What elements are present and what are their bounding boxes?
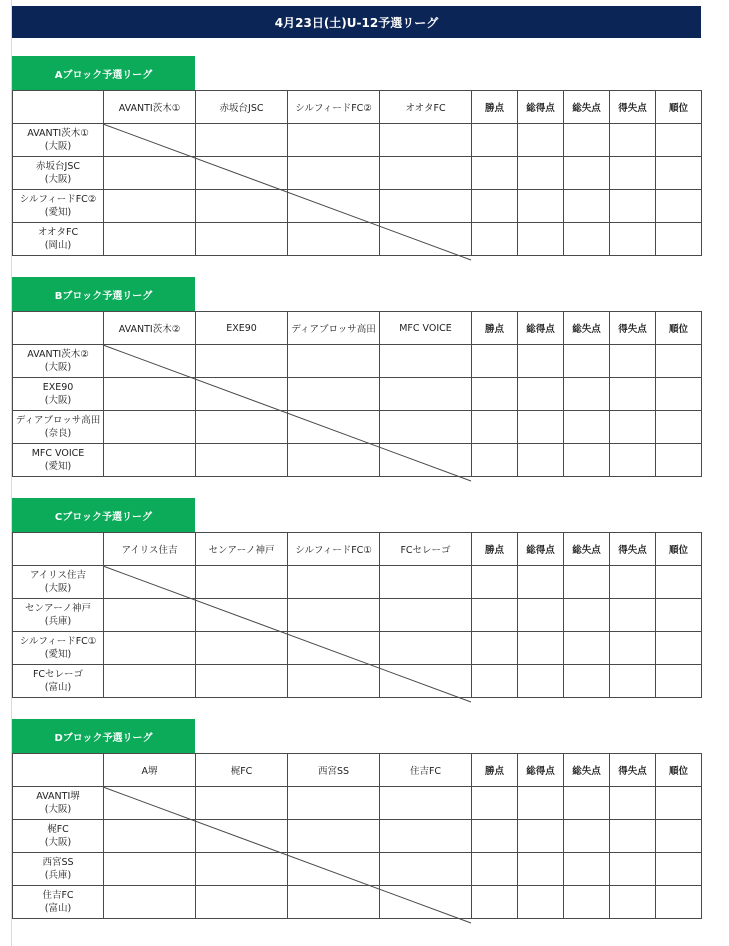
stat-cell [472, 665, 518, 698]
result-cell [196, 411, 288, 444]
team-name: シルフィードFC② [19, 194, 97, 205]
opponent-header: ディアブロッサ高田 [288, 312, 380, 345]
result-cell [104, 886, 196, 919]
stat-cell [656, 190, 702, 223]
team-cell [13, 378, 104, 411]
result-cell [288, 787, 380, 820]
team-cell [13, 124, 104, 157]
stat-cell [610, 853, 656, 886]
team-cell [13, 157, 104, 190]
opponent-header: 赤坂台JSC [196, 91, 288, 124]
stat-header: 得失点 [610, 754, 656, 787]
result-cell [288, 190, 380, 223]
stat-cell [518, 566, 564, 599]
opponent-header: 西宮SS [288, 754, 380, 787]
stat-cell [656, 886, 702, 919]
stat-header: 得失点 [610, 312, 656, 345]
result-cell [196, 566, 288, 599]
result-cell [380, 599, 472, 632]
stat-cell [656, 599, 702, 632]
stat-cell [610, 157, 656, 190]
stat-header: 総得点 [518, 91, 564, 124]
result-cell [288, 820, 380, 853]
team-name: EXE90 [42, 382, 74, 393]
stat-cell [472, 345, 518, 378]
stat-cell [564, 787, 610, 820]
result-cell [380, 886, 472, 919]
result-cell [104, 632, 196, 665]
result-cell [104, 853, 196, 886]
header-row [13, 312, 702, 345]
result-cell [380, 444, 472, 477]
stat-cell [518, 787, 564, 820]
block-a-tab: Aブロック予選リーグ [12, 56, 195, 90]
stat-cell [564, 632, 610, 665]
stat-header: 勝点 [472, 91, 518, 124]
team-row [13, 345, 702, 378]
result-cell [104, 223, 196, 256]
stat-cell [564, 190, 610, 223]
page-title: 4月23日(土)U-12予選リーグ [274, 15, 439, 30]
stat-cell [656, 444, 702, 477]
team-name: MFC VOICE [31, 448, 85, 459]
team-cell [13, 886, 104, 919]
result-cell [380, 787, 472, 820]
stat-header: 勝点 [472, 312, 518, 345]
result-cell [288, 223, 380, 256]
result-cell [288, 886, 380, 919]
result-cell [104, 444, 196, 477]
stat-header: 総失点 [564, 754, 610, 787]
stat-cell [656, 820, 702, 853]
page-title-banner [12, 6, 701, 38]
team-cell [13, 444, 104, 477]
result-cell [288, 345, 380, 378]
stat-cell [518, 632, 564, 665]
opponent-header: センアーノ神戸 [196, 533, 288, 566]
opponent-header: 梶FC [196, 754, 288, 787]
result-cell [288, 378, 380, 411]
corner-cell [13, 312, 104, 345]
stat-cell [472, 566, 518, 599]
team-prefecture: (奈良) [44, 428, 72, 439]
block-d [12, 719, 701, 923]
opponent-header: シルフィードFC② [288, 91, 380, 124]
team-row [13, 378, 702, 411]
team-prefecture: (岡山) [44, 240, 72, 251]
stat-header: 順位 [656, 533, 702, 566]
opponent-header: FCセレーゴ [380, 533, 472, 566]
team-name: センアーノ神戸 [24, 603, 92, 614]
result-cell [380, 157, 472, 190]
opponent-header: MFC VOICE [380, 312, 472, 345]
stat-cell [656, 787, 702, 820]
result-cell [380, 378, 472, 411]
result-cell [104, 124, 196, 157]
stat-header: 総得点 [518, 312, 564, 345]
opponent-header: AVANTI茨木① [104, 91, 196, 124]
corner-cell [13, 533, 104, 566]
stat-cell [656, 378, 702, 411]
stat-cell [564, 124, 610, 157]
team-prefecture: (大阪) [44, 174, 72, 185]
stat-cell [656, 157, 702, 190]
result-cell [196, 345, 288, 378]
opponent-header: A堺 [104, 754, 196, 787]
stat-cell [656, 124, 702, 157]
result-cell [196, 190, 288, 223]
team-row [13, 411, 702, 444]
stat-header: 勝点 [472, 533, 518, 566]
stat-cell [472, 787, 518, 820]
team-cell [13, 853, 104, 886]
team-cell [13, 599, 104, 632]
stat-cell [518, 157, 564, 190]
stat-cell [518, 124, 564, 157]
block-a [12, 56, 701, 260]
stat-cell [610, 820, 656, 853]
result-cell [196, 853, 288, 886]
block-c-tab: Cブロック予選リーグ [12, 498, 195, 532]
stat-cell [656, 411, 702, 444]
team-name: 西宮SS [42, 857, 74, 868]
team-prefecture: (愛知) [44, 461, 72, 472]
stat-cell [656, 632, 702, 665]
team-name: 赤坂台JSC [36, 161, 80, 172]
team-row [13, 223, 702, 256]
team-cell [13, 787, 104, 820]
team-cell [13, 632, 104, 665]
stat-cell [472, 820, 518, 853]
stat-cell [564, 223, 610, 256]
stat-cell [518, 599, 564, 632]
result-cell [380, 190, 472, 223]
result-cell [380, 566, 472, 599]
stat-cell [472, 599, 518, 632]
result-cell [104, 787, 196, 820]
stat-cell [518, 378, 564, 411]
team-prefecture: (大阪) [44, 583, 72, 594]
result-cell [196, 886, 288, 919]
team-cell [13, 223, 104, 256]
stat-cell [472, 124, 518, 157]
result-cell [196, 378, 288, 411]
team-row [13, 787, 702, 820]
team-prefecture: (兵庫) [44, 870, 72, 881]
result-cell [104, 157, 196, 190]
stat-cell [656, 345, 702, 378]
stat-cell [564, 599, 610, 632]
team-prefecture: (富山) [44, 682, 72, 693]
block-d-league-table [12, 753, 701, 923]
stat-cell [518, 665, 564, 698]
stat-cell [610, 444, 656, 477]
result-cell [288, 444, 380, 477]
stat-cell [518, 853, 564, 886]
result-cell [288, 665, 380, 698]
result-cell [380, 853, 472, 886]
result-cell [104, 190, 196, 223]
stat-cell [472, 223, 518, 256]
result-cell [380, 665, 472, 698]
stat-cell [610, 566, 656, 599]
result-cell [288, 124, 380, 157]
stat-cell [518, 345, 564, 378]
result-cell [196, 632, 288, 665]
stat-cell [610, 190, 656, 223]
block-b [12, 277, 701, 481]
result-cell [104, 411, 196, 444]
team-row [13, 665, 702, 698]
stat-cell [472, 411, 518, 444]
stat-cell [610, 124, 656, 157]
team-row [13, 820, 702, 853]
team-name: ディアブロッサ高田 [15, 415, 101, 426]
opponent-header: EXE90 [196, 312, 288, 345]
stat-cell [656, 665, 702, 698]
stat-cell [610, 223, 656, 256]
team-name: アイリス住吉 [30, 570, 86, 581]
opponent-header: シルフィードFC① [288, 533, 380, 566]
result-cell [104, 566, 196, 599]
result-cell [288, 632, 380, 665]
result-cell [196, 157, 288, 190]
team-row [13, 886, 702, 919]
stat-cell [518, 190, 564, 223]
team-row [13, 599, 702, 632]
stat-header: 順位 [656, 754, 702, 787]
team-prefecture: (大阪) [44, 804, 72, 815]
team-row [13, 444, 702, 477]
result-cell [380, 124, 472, 157]
stat-cell [564, 566, 610, 599]
result-cell [380, 223, 472, 256]
stat-header: 総得点 [518, 754, 564, 787]
team-prefecture: (大阪) [44, 362, 72, 373]
stat-cell [656, 853, 702, 886]
result-cell [380, 820, 472, 853]
stat-cell [656, 566, 702, 599]
result-cell [196, 665, 288, 698]
stat-header: 総失点 [564, 91, 610, 124]
result-cell [288, 566, 380, 599]
corner-cell [13, 754, 104, 787]
stat-cell [518, 886, 564, 919]
stat-cell [564, 411, 610, 444]
header-row [13, 533, 702, 566]
opponent-header: AVANTI茨木② [104, 312, 196, 345]
stat-header: 順位 [656, 91, 702, 124]
stat-cell [610, 886, 656, 919]
result-cell [196, 820, 288, 853]
stat-cell [610, 665, 656, 698]
stat-cell [610, 378, 656, 411]
result-cell [380, 411, 472, 444]
header-row [13, 754, 702, 787]
team-row [13, 632, 702, 665]
block-c [12, 498, 701, 702]
stat-header: 勝点 [472, 754, 518, 787]
result-cell [288, 599, 380, 632]
block-b-league-table [12, 311, 701, 481]
result-cell [196, 444, 288, 477]
team-cell [13, 345, 104, 378]
stat-cell [518, 411, 564, 444]
opponent-header: 住吉FC [380, 754, 472, 787]
team-name: AVANTI茨木② [27, 349, 89, 360]
stat-cell [564, 378, 610, 411]
result-cell [104, 378, 196, 411]
stat-cell [610, 599, 656, 632]
result-cell [196, 124, 288, 157]
team-cell [13, 190, 104, 223]
team-row [13, 190, 702, 223]
result-cell [104, 820, 196, 853]
result-cell [380, 632, 472, 665]
result-cell [196, 787, 288, 820]
stat-cell [610, 787, 656, 820]
team-row [13, 157, 702, 190]
team-prefecture: (愛知) [44, 207, 72, 218]
stat-cell [610, 632, 656, 665]
stat-cell [472, 190, 518, 223]
team-prefecture: (富山) [44, 903, 72, 914]
stat-cell [610, 345, 656, 378]
stat-cell [564, 157, 610, 190]
block-d-tab: Dブロック予選リーグ [12, 719, 195, 753]
team-prefecture: (大阪) [44, 837, 72, 848]
team-row [13, 853, 702, 886]
stat-cell [656, 223, 702, 256]
block-b-tab: Bブロック予選リーグ [12, 277, 195, 311]
header-row [13, 91, 702, 124]
result-cell [196, 599, 288, 632]
stat-cell [610, 411, 656, 444]
stat-cell [472, 444, 518, 477]
stat-header: 順位 [656, 312, 702, 345]
opponent-header: オオタFC [380, 91, 472, 124]
team-prefecture: (大阪) [44, 141, 72, 152]
stat-header: 得失点 [610, 533, 656, 566]
result-cell [104, 665, 196, 698]
team-name: オオタFC [37, 227, 79, 238]
stat-cell [518, 820, 564, 853]
corner-cell [13, 91, 104, 124]
stat-header: 総得点 [518, 533, 564, 566]
stat-cell [472, 853, 518, 886]
team-name: FCセレーゴ [32, 669, 84, 680]
team-name: シルフィードFC① [19, 636, 97, 647]
team-name: AVANTI茨木① [27, 128, 89, 139]
stat-header: 総失点 [564, 312, 610, 345]
block-c-league-table [12, 532, 701, 702]
team-prefecture: (大阪) [44, 395, 72, 406]
team-prefecture: (兵庫) [44, 616, 72, 627]
stat-cell [518, 444, 564, 477]
result-cell [380, 345, 472, 378]
stat-header: 総失点 [564, 533, 610, 566]
team-row [13, 124, 702, 157]
team-name: 住吉FC [42, 890, 74, 901]
result-cell [288, 157, 380, 190]
block-a-league-table [12, 90, 701, 260]
stat-cell [472, 157, 518, 190]
team-cell [13, 566, 104, 599]
stat-cell [564, 820, 610, 853]
result-cell [288, 853, 380, 886]
team-name: AVANTI堺 [36, 791, 80, 802]
stat-cell [472, 632, 518, 665]
stat-cell [518, 223, 564, 256]
team-cell [13, 411, 104, 444]
team-prefecture: (愛知) [44, 649, 72, 660]
opponent-header: アイリス住吉 [104, 533, 196, 566]
result-cell [104, 345, 196, 378]
team-row [13, 566, 702, 599]
result-cell [288, 411, 380, 444]
stat-cell [564, 444, 610, 477]
stat-cell [472, 378, 518, 411]
stat-cell [564, 345, 610, 378]
team-cell [13, 665, 104, 698]
stat-cell [472, 886, 518, 919]
result-cell [104, 599, 196, 632]
result-cell [196, 223, 288, 256]
stat-header: 得失点 [610, 91, 656, 124]
stat-cell [564, 665, 610, 698]
team-cell [13, 820, 104, 853]
team-name: 梶FC [47, 824, 69, 835]
stat-cell [564, 886, 610, 919]
stat-cell [564, 853, 610, 886]
